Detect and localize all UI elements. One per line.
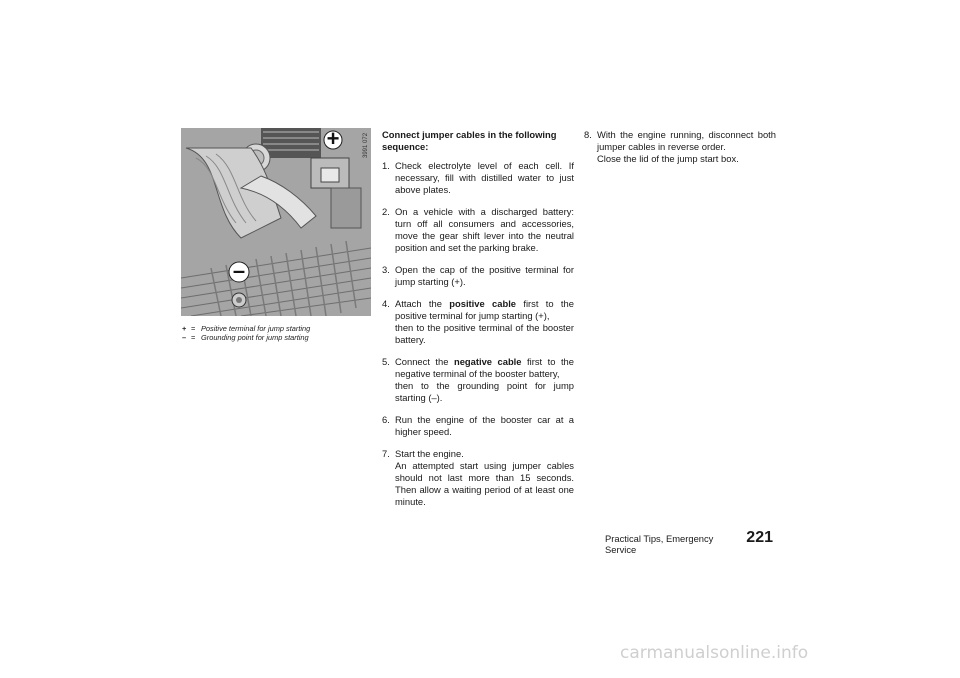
step-number: 7. <box>382 448 390 459</box>
legend-row <box>182 324 310 333</box>
figure-code: 3991 072 <box>363 132 369 158</box>
step-text-lead: Connect the <box>395 356 454 367</box>
step-number: 2. <box>382 206 390 217</box>
legend-symbol: – <box>182 333 187 342</box>
step-item <box>584 129 776 165</box>
step-text-tail: first to the positive terminal for jump starting (+), <box>395 298 574 321</box>
legend-symbol: + <box>182 324 187 333</box>
section-title: Practical Tips, Emergency Service <box>605 533 714 555</box>
engine-bay-illustration <box>181 128 371 316</box>
step-number: 6. <box>382 414 390 425</box>
step-number: 1. <box>382 160 390 171</box>
step-number: 5. <box>382 356 390 367</box>
instructions-column-right <box>584 129 776 175</box>
engine-bay-drawing <box>181 128 371 316</box>
minus-ground-marker: – <box>232 258 246 283</box>
positive-cable-emphasis: positive cable <box>449 298 517 309</box>
step-number: 3. <box>382 264 390 275</box>
step-text-tail: first to the negative terminal of the booster battery, <box>395 356 574 379</box>
step-item <box>382 356 574 404</box>
step-text: On a vehicle with a discharged battery: turn off all consumers and accessories, move the gear shift lever into the neutral position and set the parking brake. <box>395 206 574 253</box>
instructions-intro: Connect jumper cables in the following sequence: <box>382 129 557 152</box>
figure-legend <box>182 324 310 342</box>
watermark-text: carmanualsonline.info <box>620 643 809 663</box>
step-item <box>382 298 574 346</box>
step-text <box>395 356 574 380</box>
page-number: 221 <box>746 529 773 546</box>
instructions-column-left <box>382 129 574 518</box>
step-number: 8. <box>584 129 592 140</box>
step-text: Run the engine of the booster car at a higher speed. <box>395 414 574 437</box>
plus-terminal-marker: + <box>326 128 340 151</box>
page-footer <box>605 529 773 555</box>
step-text: Open the cap of the positive terminal for jump starting (+). <box>395 264 574 287</box>
step-text-continued: Close the lid of the jump start box. <box>597 153 739 164</box>
step-item <box>382 206 574 254</box>
negative-cable-emphasis: negative cable <box>453 356 522 367</box>
legend-row <box>182 333 310 342</box>
step-text-continued: then to the positive terminal of the booster battery. <box>395 322 574 345</box>
step-text: Start the engine. <box>395 448 464 459</box>
step-item <box>382 448 574 508</box>
step-text-lead: Attach the <box>395 298 450 309</box>
legend-equals: = <box>191 324 196 333</box>
step-item <box>382 160 574 196</box>
legend-text: Grounding point for jump starting <box>201 333 309 342</box>
legend-equals: = <box>191 333 196 342</box>
legend-text: Positive terminal for jump starting <box>201 324 311 333</box>
step-text <box>395 298 574 322</box>
step-text-continued: then to the grounding point for jump starting (–). <box>395 380 574 403</box>
step-item <box>382 264 574 288</box>
step-text-continued: An attempted start using jumper cables should not last more than 15 seconds. Then allow a waiting period of at least one minute. <box>395 460 574 507</box>
step-item <box>382 414 574 438</box>
step-text: Check electrolyte level of each cell. If necessary, fill with distilled water to just above plates. <box>395 160 574 195</box>
step-text: With the engine running, disconnect both jumper cables in reverse order. <box>597 129 776 152</box>
step-number: 4. <box>382 298 390 309</box>
